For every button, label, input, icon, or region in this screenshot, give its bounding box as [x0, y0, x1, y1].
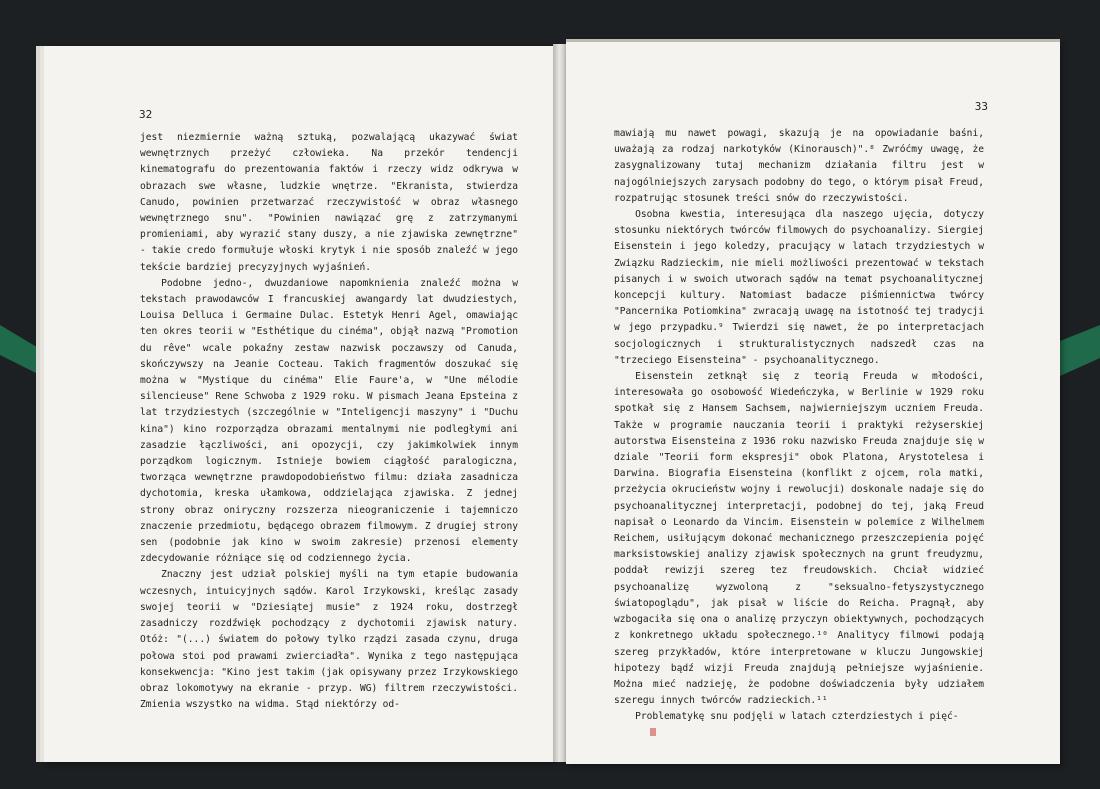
paragraph: mawiają mu nawet powagi, skazują je na opowiadanie baśni, uważają za rodzaj narkotyków (Kinorausch)".⁸ Zwróćmy uwagę, że zasygnalizowany tutaj mechanizm działania filtru jest w najogólniejszych zarysach podobny do tego, o którym pisał Freud, rozpatrując stosunek treści snów do rzeczywistości.: [614, 128, 984, 204]
page-number: 32: [139, 108, 153, 121]
paragraph: Osobna kwestia, interesująca dla naszego ujęcia, dotyczy stosunku niektórych twórców filmowych do psychoanalizy. Siergiej Eisenstein i jego koledzy, pracujący w latach trzydziestych w Związku Radzieckim, nie mieli możliwości prezentować w tekstach pisanych i w swoich utworach sądów na temat psychoanalitycznej koncepcji kultury. Natomiast badacze piśmiennictwa twórcy "Pancernika Potiomkina" zwracają uwagę na istotność tej tradycji w jego przypadku.⁹ Twierdzi się nawet, że po interpretacjach socjologicznych i strukturalistycznych nadszedł czas na "trzeciego Eisensteina" - psychoanalitycznego.: [614, 209, 984, 366]
paragraph: Podobne jedno-, dwuzdaniowe napomknienia znaleźć można w tekstach prawodawców I francuskiej awangardy lat dwudziestych, Louisa Delluca i Germaine Dulac. Estetyk Henri Agel, omawiając ten okres teorii w "Esthétique du cinéma", objął nazwą "Promotion du rêve" wcale pokaźny zestaw nazwisk poczawszy od Canuda, skończywszy na Jeanie Cocteau. Takich fragmentów doszukać się można w "Mystique du cinéma" Elie Faure'a, w "Une mélodie silencieuse" Rene Schwoba z 1929 roku. W pismach Jeana Epsteina z lat trzydziestych (szczególnie w "Inteligencji maszyny" i "Duchu kina") kino rozporządza obrazami mentalnymi nie podległymi ani zasadzie łączliwości, ani opozycji, czy jakimkolwiek innym porządkom logicznym. Istnieje bowiem ciągłość paralogiczna, tworząca wewnętrzne prawdopodobieństwo filmu: działa zasadnicza dychotomia, kreska ułamkowa, oddzielająca zjawiska. Z jednej strony obraz oniryczny rozszerza nieograniczenie i tajemniczo znaczenie przedmiotu, będącego obrazem filmowym. Z drugiej strony sen (podobnie jak kino w swoim zakresie) przenosi elementy zdecydowanie różniące się od codziennego życia.: [140, 277, 518, 565]
right-page: [566, 42, 1060, 764]
paragraph: jest niezmiernie ważną sztuką, pozwalającą ukazywać świat wewnętrznych przeżyć człowieka. Na przekór tendencji kinematografu do prezentowania faktów i rzeczy widz odkrywa w obrazach swe własne, ludzkie wnętrze. "Ekranista, stwierdza Canudo, powinien przetwarzać rzeczywistość w obraz własnego wewnętrznego snu". "Powinien nawiązać grę z zatrzymanymi promieniami, aby wyrazić stany duszy, a nie zjawiska zewnętrzne" - takie credo formułuje włoski krytyk i nie sposób znaleźć w jego tekście bardziej precyzyjnych wyjaśnień.: [140, 132, 518, 273]
left-page: [44, 46, 556, 762]
left-page-text: [140, 130, 518, 713]
page-number: 33: [974, 100, 988, 113]
paragraph: Eisenstein zetknął się z teorią Freuda w młodości, interesowała go osobowość Wiedeńczyka, w Berlinie w 1929 roku spotkał się z Hansem Sachsem, najwierniejszym uczniem Freuda. Także w programie nauczania teorii i praktyki reżyserskiej autorstwa Eisensteina z 1936 roku nazwisko Freuda znajduje się w dziale "Teorii form ekspresji" obok Platona, Arystotelesa i Darwina. Biografia Eisensteina (konflikt z ojcem, rola matki, przeżycia okrucieństw wojny i rewolucji) doskonale nadaje się do psychoanalitycznej interpretacji, podobnej do tej, jaką Freud napisał o Leonardo da Vincim. Eisenstein w polemice z Wilhelmem Reichem, usiłującym dokonać mechanicznego przeszczepienia pojęć marksistowskiej analizy zjawisk społecznych na grunt freudyzmu, poddał rewizji szereg tez freudowskich. Chciał widzieć psychoanalizę wyzwoloną z "seksualno-fetyszystycznego światopoglądu", jak pisał w liście do Reicha. Pragnął, aby wzbogaciła się ona o analizę przyczyn obiektywnych, pochodzących z konkretnego układu społecznego.¹⁰ Analitycy filmowi podają szereg przykładów, które interpretowane w kluczu Jungowskiej hipotezy bądź wizji Freuda znajdują pełniejsze wyjaśnienie. Można mieć nadzieję, że podobne doświadczenia były udziałem szeregu innych twórców radzieckich.¹¹: [614, 371, 984, 707]
paragraph: Problematykę snu podjęli w latach czterdziestych i pięć-: [635, 711, 959, 723]
paragraph: Znaczny jest udział polskiej myśli na tym etapie budowania wczesnych, intuicyjnych sądów. Karol Irzykowski, kreśląc zasady swojej teorii w "Dziesiątej musie" z 1924 roku, dostrzegł zasadniczy rozdźwięk pochodzący z dychotomii zjawisk natury. Otóż: "(...) światem do połowy tylko rządzi zasada czynu, druga połowa stoi pod prawami zwierciadła". Wynika z tego następująca konsekwencja: "Kino jest takim (jak opisywany przez Irzykowskiego obraz lokomotywy na ekranie - przyp. WG) filtrem rzeczywistości. Zmienia wszystko na widma. Stąd niektórzy od-: [140, 569, 518, 711]
right-page-text: [614, 126, 984, 726]
library-stamp-mark: [650, 728, 656, 736]
